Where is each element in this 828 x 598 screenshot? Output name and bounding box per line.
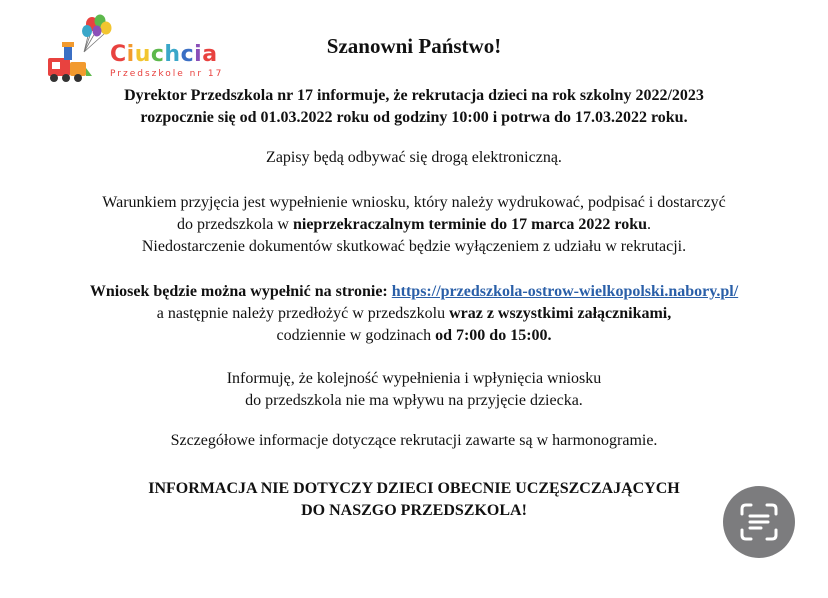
application-label: Wniosek będzie można wypełnić na stronie: (89, 283, 388, 300)
condition-line-1: Warunkiem przyjęcia jest wypełnienie wniosku, który należy wydrukować, podpisać i dostarczyć (102, 194, 726, 211)
logo-letter: h (164, 42, 181, 67)
application-line-1 (0, 281, 828, 303)
logo-letter: i (194, 42, 203, 67)
application-line-3 (0, 325, 828, 347)
logo-letter: c (150, 42, 165, 67)
logo-letter: a (202, 42, 218, 67)
condition-line-2-end: . (647, 216, 651, 233)
application-line-2-text: a następnie należy przedłożyć w przedszkolu (156, 305, 450, 322)
condition-line-2-text: do przedszkola w (177, 216, 293, 233)
condition-line-3: Niedostarczenie dokumentów skutkować będzie wyłączeniem z udziału w rekrutacji. (141, 238, 687, 255)
details-paragraph: Szczegółowe informacje dotyczące rekrutacji zawarte są w harmonogramie. (170, 432, 658, 449)
logo-subtitle: Przedszkole nr 17 (110, 69, 224, 79)
hours-value: od 7:00 do 15:00. (435, 327, 552, 344)
logo-letter: c (180, 42, 195, 67)
text-scan-button[interactable] (723, 486, 795, 558)
application-url-link[interactable]: https://przedszkola-ostrow-wielkopolski.nabory.pl/ (391, 283, 739, 300)
intro-line-2: rozpocznie się od 01.03.2022 roku od godziny 10:00 i potrwa do 17.03.2022 roku. (140, 109, 688, 126)
hours-label: codziennie w godzinach (276, 327, 436, 344)
page-title: Szanowni Państwo! (326, 34, 502, 58)
notice-line-2: DO NASZGO PRZEDSZKOLA! (301, 502, 527, 519)
attachments-text: wraz z wszystkimi załącznikami, (449, 305, 672, 322)
application-line-2 (0, 303, 828, 325)
deadline-text: nieprzekraczalnym terminie do 17 marca 2022 roku (292, 216, 647, 233)
intro-paragraph (0, 85, 828, 129)
electronic-paragraph: Zapisy będą odbywać się drogą elektroniczną. (266, 149, 562, 166)
condition-line-2 (0, 214, 828, 236)
logo-letter: C (110, 42, 127, 67)
logo-letter: i (126, 42, 135, 67)
notice-line-1: INFORMACJA NIE DOTYCZY DZIECI OBECNIE UCZĘSZCZAJĄCYCH (148, 480, 680, 497)
logo-letter: u (134, 42, 151, 67)
order-paragraph (0, 368, 828, 412)
intro-line-1: Dyrektor Przedszkola nr 17 informuje, że rekrutacja dzieci na rok szkolny 2022/2023 (124, 87, 704, 104)
text-scan-icon (723, 486, 795, 558)
notice-paragraph (0, 478, 828, 522)
condition-paragraph (0, 192, 828, 258)
application-paragraph (0, 281, 828, 347)
order-line-2: do przedszkola nie ma wpływu na przyjęcie dziecka. (245, 392, 583, 409)
order-line-1: Informuję, że kolejność wypełnienia i wpłynięcia wniosku (226, 370, 602, 387)
